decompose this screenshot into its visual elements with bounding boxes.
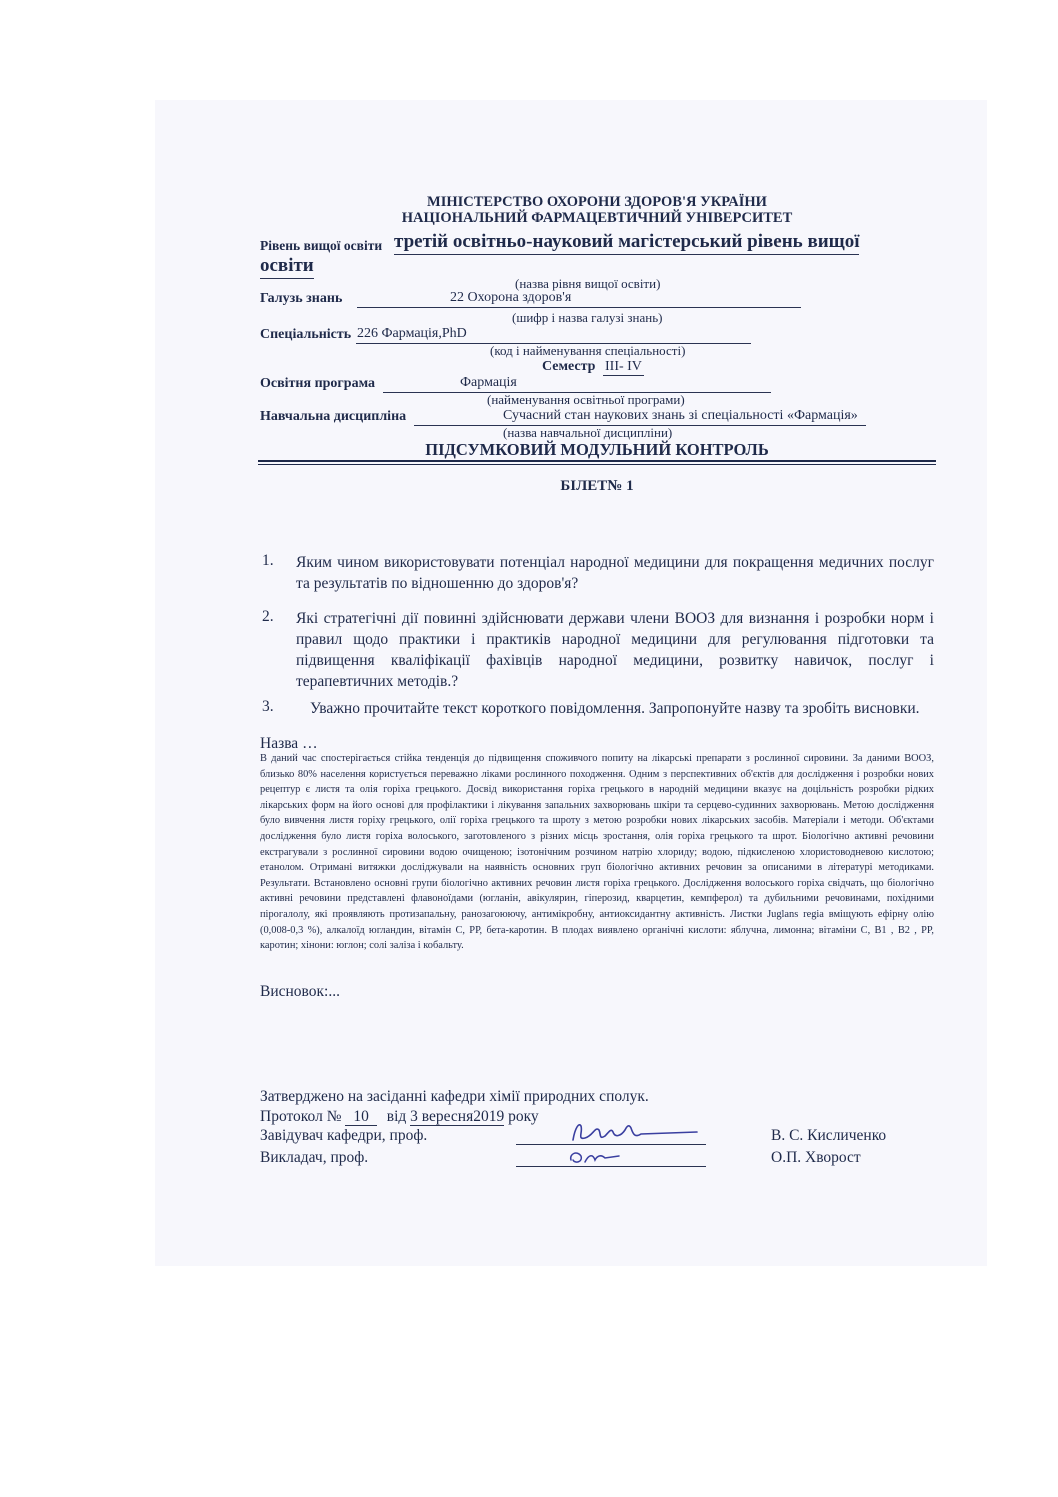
protocol-number: 10 [345, 1108, 377, 1126]
question-3-number: 3. [262, 698, 274, 715]
approval-line: Затверджено на засіданні кафедри хімії природних сполук. [260, 1088, 649, 1105]
program-underline [383, 375, 771, 393]
passage-text: В даний час спостерігається стійка тенденція до підвищення споживчого попиту на лікарські препарати з рослинної сировини. За даними ВООЗ, близько 80% населення користується переважно ліками рослинного походження. Одним з перспективних об'єктів для дослідження і розробки нових рецептур є листя та олія горіха грецького. Досвід використання горіха грецького в народній медицини вказує на доцільність розробки рідких лікарських форм на його основі для профілактики і лікування запальних захворювань шкіри та серцево-судинних захворювань. Метою дослідження було вивчення листя горіху грецького, олії горіха грецького та шроту з метою розробки нових лікарських засобів. Матеріали і методи. Об'єктами дослідження було листя горіха волоського, заготовленого з різних місць зростання, олія горіха грецького та шрот. Біологічно активні речовини екстрагували з рослинної сировини водою очищеною; ізотонічним розчином натрію хлориду; водою, підкисленою хлористоводневою кислотою; етанолом. Отримані витяжки досліджували на наявність основних груп біологічно активних речовин за описаними в літературі методиками. Результати. Встановлено основні групи біологічно активних речовин листя горіха грецького. Дослідження волоського горіха свідчать, що біологічно активні речовини представлені флавоноїдами (югланін, авікулярин, гіперозид, кварцетин, кемпферол) та дубильними речовинами, похідними пірогалолу, які проявляють протизапальну, ранозагоюючу, антимікробну, антиоксидантну активність. Листки Juglans regia вміщують ефірну олію (0,008-0,3 %), алкалоїд югландин, вітамін С, РР, бета-каротин. В плодах виявлено органічні кислоти: яблучна, лимонна; вітаміни С, В1 , В2 , РР, каротин; хінони: юглон; солі заліза і кобальту. [260, 753, 934, 952]
discipline-caption: (назва навчальної дисципліни) [503, 425, 673, 440]
program-label: Освітня програма [260, 376, 376, 391]
field-caption: (шифр і назва галузі знань) [512, 310, 663, 325]
protocol-date-suffix: року [508, 1108, 539, 1125]
program-value: Фармація [460, 375, 517, 390]
semester-value: III- IV [605, 359, 642, 374]
ticket-number: БІЛЕТ№ 1 [560, 478, 634, 494]
protocol-label: Протокол № [260, 1108, 342, 1125]
specialty-caption: (код і найменування спеціальності) [490, 343, 686, 358]
field-underline [357, 290, 801, 308]
question-1-text: Яким чином використовувати потенціал народної медицини для покращення медичних послуг та результатів по відношенню до здоров'я? [296, 554, 934, 592]
level-value-line1: третій освітньо-науковий магістерський рівень вищої [394, 230, 859, 255]
title-rule-thick [258, 460, 936, 462]
question-1-number: 1. [262, 552, 274, 569]
level-label: Рівень вищої освіти [260, 238, 383, 253]
question-2-text: Які стратегічні дії повинні здійснювати держави члени ВООЗ для визнання і розробки норм і правил щодо практики і практиків народної медицини для регулювання підготовки та підвищення кваліфікації фахівців народної медицини, розвитку навичок, послуг і терапевтичних методів.? [296, 610, 934, 690]
semester-label: Семестр [542, 359, 596, 374]
control-title: ПІДСУМКОВИЙ МОДУЛЬНИЙ КОНТРОЛЬ [425, 440, 769, 459]
level-caption: (назва рівня вищої освіти) [515, 276, 661, 291]
discipline-value: Сучасний стан наукових знань зі спеціальності «Фармація» [503, 408, 858, 423]
level-value-line2: освіти [260, 254, 314, 279]
specialty-value: 226 Фармація,PhD [357, 326, 467, 341]
title-prompt: Назва … [260, 735, 318, 752]
question-3-text: Уважно прочитайте текст короткого повідомлення. Запропонуйте назву та зробіть висновки. [310, 700, 920, 717]
question-2-number: 2. [262, 608, 274, 625]
teacher-name: О.П. Хворост [771, 1149, 861, 1166]
specialty-label: Спеціальність [260, 327, 352, 342]
protocol-date-prefix: від [386, 1108, 407, 1125]
ministry-heading: МІНІСТЕРСТВО ОХОРОНИ ЗДОРОВ'Я УКРАЇНИ [427, 194, 767, 210]
protocol-line [260, 1108, 539, 1126]
conclusion-prompt: Висновок:... [260, 983, 340, 1000]
discipline-label: Навчальна дисципліна [260, 409, 407, 424]
field-value: 22 Охорона здоров'я [450, 290, 572, 305]
head-name: В. С. Кисличенко [771, 1127, 887, 1144]
protocol-date: 3 вересня2019 [410, 1108, 505, 1125]
title-rule-thin [258, 464, 936, 465]
teacher-role: Викладач, проф. [260, 1149, 369, 1166]
head-role: Завідувач кафедри, проф. [260, 1127, 428, 1144]
program-caption: (найменування освітньої програми) [487, 392, 685, 407]
field-label: Галузь знань [260, 291, 343, 306]
university-heading: НАЦІОНАЛЬНИЙ ФАРМАЦЕВТИЧНИЙ УНІВЕРСИТЕТ [401, 210, 793, 226]
